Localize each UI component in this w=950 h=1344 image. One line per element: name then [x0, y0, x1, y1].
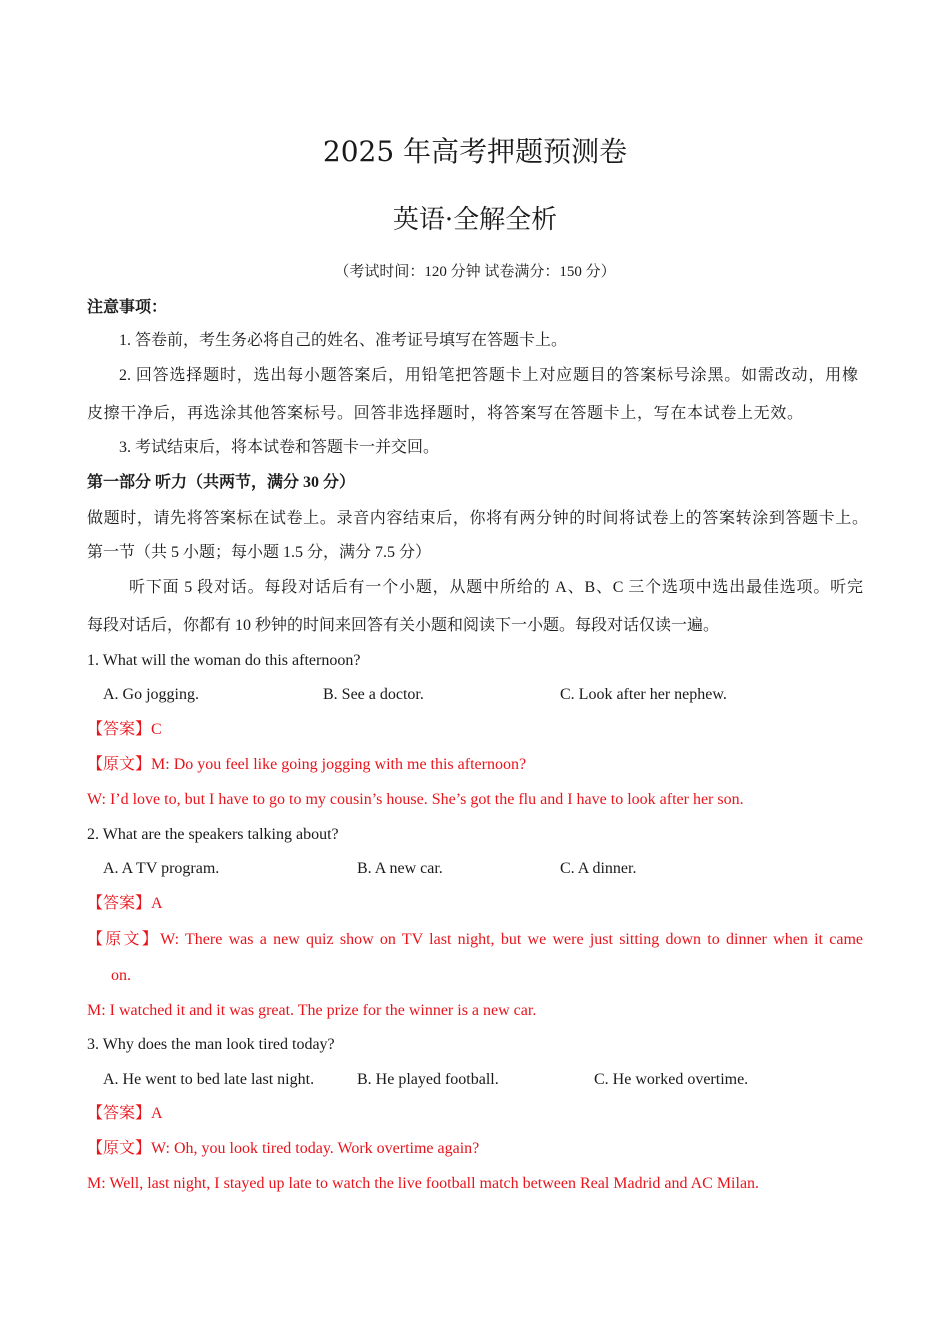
q3-option-c: C. He worked overtime. [594, 1071, 749, 1088]
q2-transcript [87, 930, 863, 950]
transcript-tag: 【原文】 [87, 931, 161, 948]
q1-option-a: A. Go jogging. [103, 686, 199, 703]
q3-transcript [87, 1139, 479, 1159]
exam-info: （考试时间：120 分钟 试卷满分：150 分） [334, 264, 616, 280]
answer-tag: 【答案】 [87, 1105, 152, 1122]
q1-answer [87, 720, 162, 740]
document-title: 2025 年高考押题预测卷 [322, 135, 628, 168]
q2-option-c: C. A dinner. [560, 860, 637, 877]
q1-transcript-line-1: M: Do you feel like going jogging with me this afternoon? [151, 756, 527, 773]
part1-instruction: 做题时，请先将答案标在试卷上。录音内容结束后，你将有两分钟的时间将试卷上的答案转涂到答题卡上。 [87, 510, 868, 527]
q3-answer [87, 1104, 163, 1124]
q1-transcript-line-2: W: I’d love to, but I have to go to my cousin’s house. She’s got the flu and I have to look after her son. [87, 791, 744, 808]
transcript-tag: 【原文】 [87, 1140, 152, 1157]
q3-transcript-line-1: W: Oh, you look tired today. Work overtime again? [151, 1140, 480, 1157]
q1-option-b: B. See a doctor. [323, 686, 424, 703]
q2-option-b: B. A new car. [357, 860, 443, 877]
q1-answer-value: C [151, 721, 162, 738]
question-1: 1. What will the woman do this afternoon? [87, 652, 361, 669]
q1-option-c: C. Look after her nephew. [560, 686, 727, 703]
q2-answer [87, 894, 163, 914]
section1-heading: 第一节（共 5 小题；每小题 1.5 分，满分 7.5 分） [87, 544, 432, 561]
answer-tag: 【答案】 [87, 895, 152, 912]
note-item-3: 3. 考试结束后，将本试卷和答题卡一并交回。 [119, 439, 440, 456]
part1-heading: 第一部分 听力（共两节，满分 30 分） [87, 474, 356, 491]
directions-line-1: 听下面 5 段对话。每段对话后有一个小题，从题中所给的 A、B、C 三个选项中选出最佳选项。听完 [129, 579, 863, 596]
answer-tag: 【答案】 [87, 721, 152, 738]
q2-transcript-line-1b: on. [111, 967, 131, 984]
document-subtitle: 英语·全解全析 [392, 205, 558, 235]
question-3: 3. Why does the man look tired today? [87, 1036, 335, 1053]
q3-transcript-line-2: M: Well, last night, I stayed up late to watch the live football match between Real Madrid and AC Milan. [87, 1175, 760, 1192]
q3-option-b: B. He played football. [357, 1071, 499, 1088]
note-item-2-line-2: 皮擦干净后，再选涂其他答案标号。回答非选择题时，将答案写在答题卡上，写在本试卷上无效。 [87, 405, 803, 422]
note-item-2-line-1: 2. 回答选择题时，选出每小题答案后，用铅笔把答题卡上对应题目的答案标号涂黑。如需改动，用橡 [119, 367, 858, 384]
q2-transcript-line-2: M: I watched it and it was great. The prize for the winner is a new car. [87, 1002, 537, 1019]
transcript-tag: 【原文】 [87, 756, 152, 773]
directions-line-2: 每段对话后，你都有 10 秒钟的时间来回答有关小题和阅读下一小题。每段对话仅读一遍。 [87, 617, 720, 634]
question-2: 2. What are the speakers talking about? [87, 826, 339, 843]
q2-option-a: A. A TV program. [103, 860, 220, 877]
q3-option-a: A. He went to bed late last night. [103, 1071, 315, 1088]
q2-answer-value: A [151, 895, 163, 912]
q1-transcript [87, 755, 526, 775]
note-item-1: 1. 答卷前，考生务必将自己的姓名、准考证号填写在答题卡上。 [119, 332, 568, 349]
q2-transcript-line-1: W: There was a new quiz show on TV last night, but we were just sitting down to dinner when it came [160, 931, 863, 948]
notes-heading: 注意事项： [87, 299, 168, 316]
q3-answer-value: A [151, 1105, 163, 1122]
